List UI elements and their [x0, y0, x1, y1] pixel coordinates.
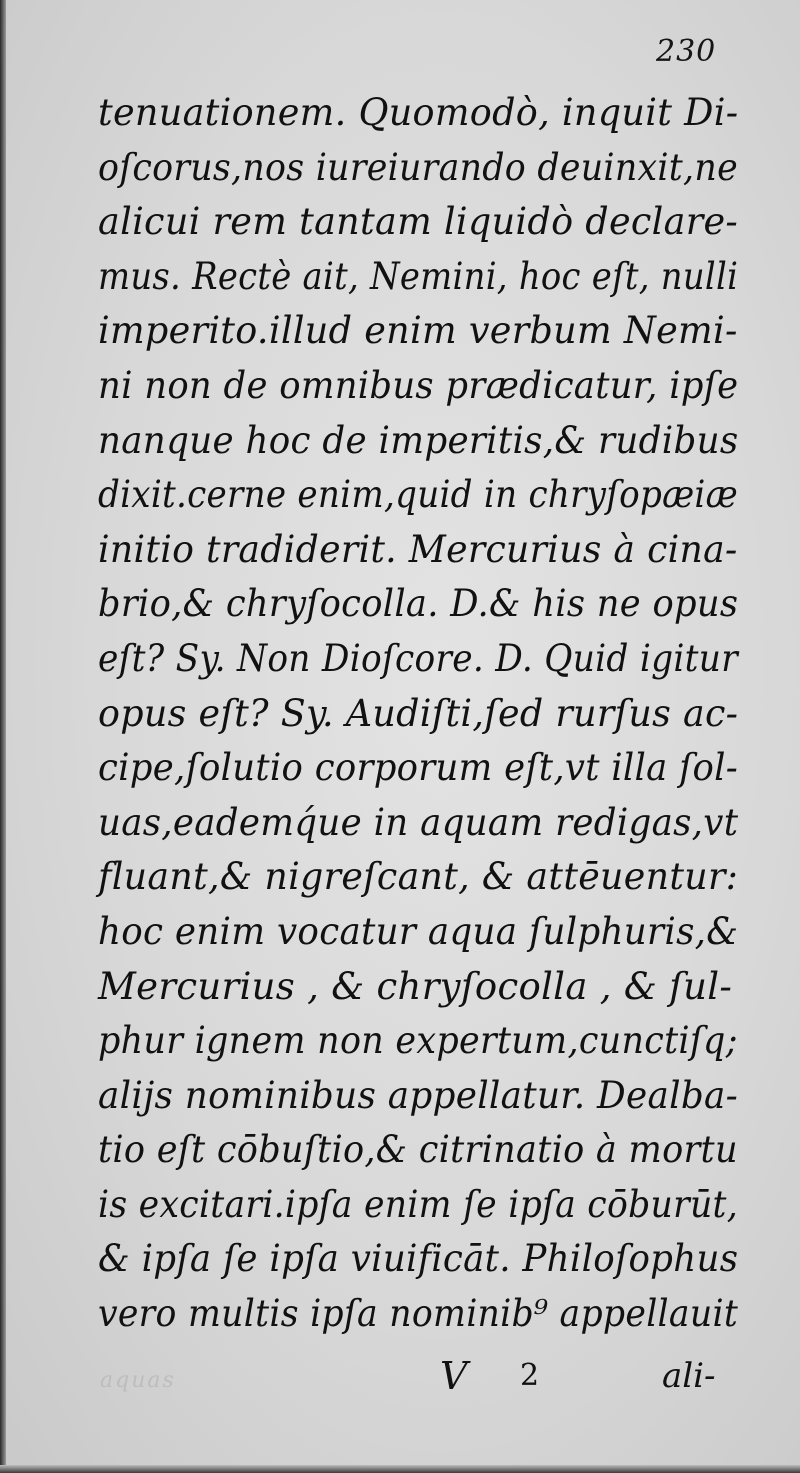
text-line: hoc enim vocatur aqua ſulphuris,&: [98, 909, 739, 953]
text-line: is excitari.ipſa enim ſe ipſa cōburūt,: [98, 1182, 739, 1226]
text-line: uas,eademq́ue in aquam redigas,vt: [98, 800, 739, 844]
text-line: tio eſt cōbuſtio,& citrinatio à mortu: [98, 1128, 738, 1172]
text-line: vero multis ipſa nominib⁹ appellauit: [98, 1292, 739, 1336]
text-line: brio,& chryſocolla. D.& his ne opus: [98, 582, 739, 626]
text-line: dixit.cerne enim,quid in chryſopæiæ: [98, 473, 738, 517]
text-line: alicui rem tantam liquidò declare-: [98, 200, 739, 244]
page-footer: [0, 1346, 800, 1406]
text-line: mus. Rectè ait, Nemini, hoc eſt, nulli: [98, 254, 739, 298]
signature-number: 2: [520, 1358, 540, 1393]
text-line: tenuationem. Quomodò, inquit Di-: [98, 91, 739, 134]
text-line: eſt? Sy. Non Dioſcore. D. Quid igitur: [98, 636, 738, 680]
page-number: 230: [656, 34, 717, 69]
catchword: ali-: [662, 1356, 716, 1396]
text-line: oſcorus,nos iureiurando deuinxit,ne: [98, 145, 738, 189]
text-line: Mercurius , & chryſocolla , & ſul-: [98, 964, 733, 1008]
signature-mark: V: [440, 1354, 468, 1398]
text-line: fluant,& nigreſcant, & attēuentur:: [98, 855, 739, 899]
text-line: ni non de omnibus prædicatur, ipſe: [98, 363, 739, 407]
page-edge-shadow: [0, 0, 6, 1473]
text-line: nanque hoc de imperitis,& rudibus: [98, 418, 739, 462]
text-line: aliјs nominibus appellatur. Dealba-: [98, 1073, 739, 1117]
text-line: opus eſt? Sy. Audiſti,ſed rurſus ac-: [98, 691, 739, 735]
page-edge-shadow-bottom: [0, 1465, 800, 1473]
text-line: initio tradiderit. Mercurius à cina-: [98, 527, 738, 571]
text-line: imperito.illud enim verbum Nemi-: [98, 309, 738, 353]
show-through-text: aquas: [100, 1368, 176, 1393]
text-line: & ipſa ſe ipſa viuificāt. Philoſophus: [98, 1237, 739, 1281]
text-block: [98, 86, 738, 1342]
text-line: cipe,ſolutio corporum eſt,vt illa ſol-: [98, 746, 739, 790]
text-line: phur ignem non expertum,cunctiſq;: [98, 1019, 738, 1063]
